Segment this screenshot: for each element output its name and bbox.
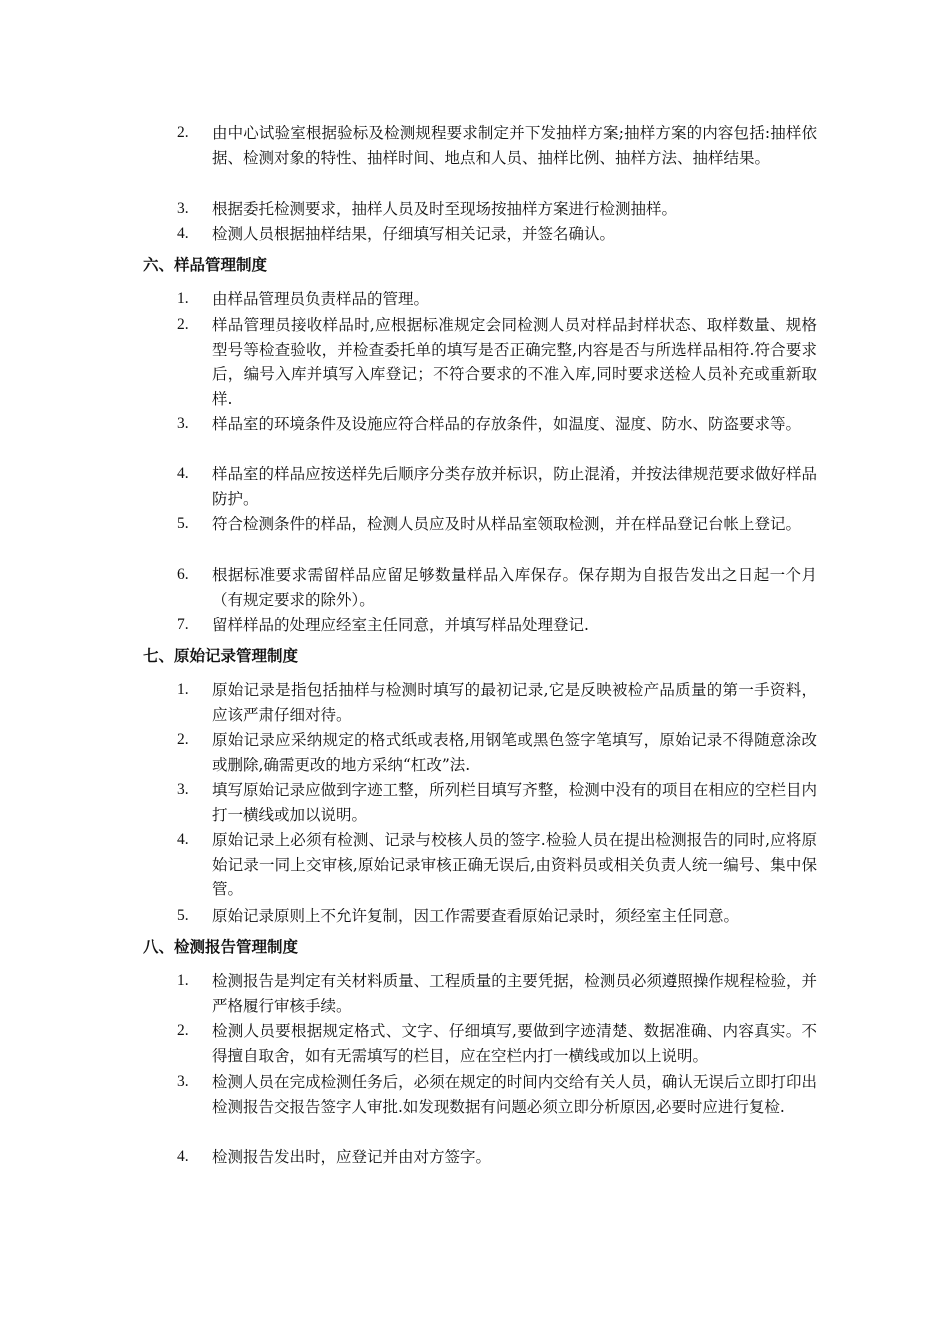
list-text: 样品管理员接收样品时,应根据标准规定会同检测人员对样品封样状态、取样数量、规格型号等检查验收，并检查委托单的填写是否正确完整,内容是否与所选样品相符.符合要求后，编号入库并填写入库登记；不符合要求的不准入库,同时要求送检人员补充或重新取样.: [212, 316, 817, 408]
list-number: 4.: [177, 1148, 189, 1165]
list-item: [177, 904, 817, 929]
list-number: 7.: [177, 616, 189, 633]
list-text: 原始记录原则上不允许复制，因工作需要查看原始记录时，须经室主任同意。: [212, 907, 740, 925]
section-heading: 六、样品管理制度: [143, 256, 268, 274]
list-item: [177, 563, 817, 612]
list-text: 填写原始记录应做到字迹工整，所列栏目填写齐整，检测中没有的项目在相应的空栏目内打一横线或加以说明。: [212, 781, 817, 824]
list-number: 2.: [177, 731, 189, 748]
list-item: [177, 222, 817, 247]
list-number: 2.: [177, 316, 189, 333]
list-text: 样品室的样品应按送样先后顺序分类存放并标识，防止混淆，并按法律规范要求做好样品防护。: [212, 465, 817, 508]
list-item: [177, 1070, 817, 1119]
list-number: 4.: [177, 225, 189, 242]
section-heading: 七、原始记录管理制度: [143, 647, 299, 665]
list-number: 1.: [177, 972, 189, 989]
list-number: 2.: [177, 124, 189, 141]
list-item: [177, 613, 817, 638]
list-number: 3.: [177, 415, 189, 432]
list-item: [177, 121, 817, 170]
list-number: 2.: [177, 1022, 189, 1039]
list-text: 根据标准要求需留样品应留足够数量样品入库保存。保存期为自报告发出之日起一个月（有规定要求的除外）。: [212, 566, 817, 609]
list-item: [177, 1019, 817, 1068]
list-text: 由样品管理员负责样品的管理。: [212, 290, 430, 308]
list-text: 由中心试验室根据验标及检测规程要求制定并下发抽样方案;抽样方案的内容包括:抽样依据、检测对象的特性、抽样时间、地点和人员、抽样比例、抽样方法、抽样结果。: [212, 124, 817, 167]
list-text: 原始记录应采纳规定的格式纸或表格,用钢笔或黑色签字笔填写，原始记录不得随意涂改或删除,确需更改的地方采纳“杠改”法.: [212, 731, 817, 774]
list-text: 根据委托检测要求，抽样人员及时至现场按抽样方案进行检测抽样。: [212, 200, 678, 218]
list-text: 检测报告是判定有关材料质量、工程质量的主要凭据，检测员必须遵照操作规程检验，并严格履行审核手续。: [212, 972, 817, 1015]
list-text: 留样样品的处理应经室主任同意，并填写样品处理登记.: [212, 616, 589, 634]
list-number: 1.: [177, 290, 189, 307]
list-number: 4.: [177, 831, 189, 848]
list-item: [177, 512, 817, 537]
list-item: [177, 678, 817, 727]
list-text: 原始记录上必须有检测、记录与校核人员的签字.检验人员在提出检测报告的同时,应将原始记录一同上交审核,原始记录审核正确无误后,由资料员或相关负责人统一编号、集中保管。: [212, 831, 817, 898]
list-number: 1.: [177, 681, 189, 698]
list-item: [177, 287, 817, 312]
list-item: [177, 778, 817, 827]
list-number: 4.: [177, 465, 189, 482]
list-item: [177, 728, 817, 777]
list-item: [177, 462, 817, 511]
list-number: 5.: [177, 515, 189, 532]
list-text: 检测人员要根据规定格式、文字、仔细填写,要做到字迹清楚、数据准确、内容真实。不得擅自取舍，如有无需填写的栏目，应在空栏内打一横线或加以上说明。: [212, 1022, 817, 1065]
list-number: 3.: [177, 1073, 189, 1090]
list-item: [177, 969, 817, 1018]
list-item: [177, 828, 817, 902]
section-heading: 八、检测报告管理制度: [143, 938, 299, 956]
list-item: [177, 1145, 817, 1170]
list-number: 6.: [177, 566, 189, 583]
list-number: 3.: [177, 781, 189, 798]
list-number: 5.: [177, 907, 189, 924]
list-text: 检测人员根据抽样结果，仔细填写相关记录，并签名确认。: [212, 225, 616, 243]
list-text: 检测报告发出时，应登记并由对方签字。: [212, 1148, 492, 1166]
list-item: [177, 313, 817, 411]
list-text: 样品室的环境条件及设施应符合样品的存放条件，如温度、湿度、防水、防盗要求等。: [212, 415, 802, 433]
list-text: 原始记录是指包括抽样与检测时填写的最初记录,它是反映被检产品质量的第一手资料，应该严肃仔细对待。: [212, 681, 817, 724]
list-item: [177, 412, 817, 437]
list-number: 3.: [177, 200, 189, 217]
list-item: [177, 197, 817, 222]
list-text: 符合检测条件的样品，检测人员应及时从样品室领取检测，并在样品登记台帐上登记。: [212, 515, 802, 533]
list-text: 检测人员在完成检测任务后，必须在规定的时间内交给有关人员，确认无误后立即打印出检测报告交报告签字人审批.如发现数据有问题必须立即分析原因,必要时应进行复检.: [212, 1073, 817, 1116]
